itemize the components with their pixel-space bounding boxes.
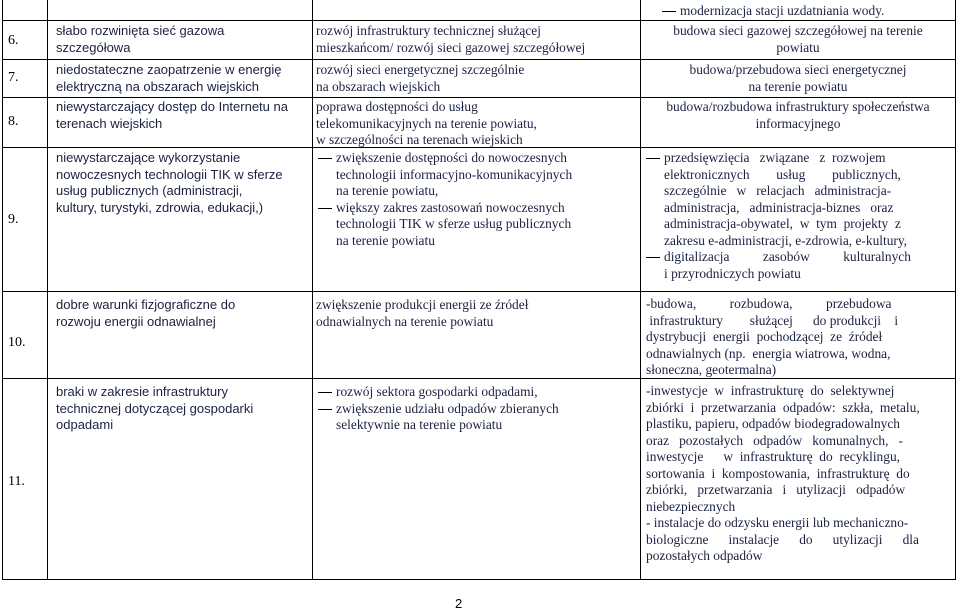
problem-cell: niewystarczające wykorzystanie nowoczesnych technologii TIK w sferze usług publicznych (administracji, kultury, turystyki, zdrowia, edukacji,) xyxy=(56,150,283,215)
previous-row-fragment: modernizacja stacji uzdatniania wody. xyxy=(660,3,955,20)
goal-cell xyxy=(316,150,638,249)
problem-cell: dobre warunki fizjograficzne do rozwoju energii odnawialnej xyxy=(56,297,236,329)
goal-cell: poprawa dostępności do usług telekomunikacyjnych na terenie powiatu, w szczególności na terenach wiejskich xyxy=(316,99,537,147)
dash-bullet xyxy=(316,200,336,250)
dash-bullet xyxy=(316,150,336,200)
row-number: 10. xyxy=(8,335,26,350)
dash-bullet xyxy=(660,3,680,20)
goal-cell: rozwój sieci energetycznej szczególnie na obszarach wiejskich xyxy=(316,62,525,94)
row-number: 7. xyxy=(8,70,19,85)
actions-cell: budowa/rozbudowa infrastruktury społeczeństwa informacyjnego xyxy=(666,99,930,131)
actions-cell: -inwestycje w infrastrukturę do selektywnej zbiórki i przetwarzania odpadów: szkła, metalu, plastiku, papieru, odpadów biodegradowalnych oraz pozostałych odpadów komunalnych, - inwestycje w infrastrukturę do recyklingu, sortowania i kompostowania, infrastrukturę do zbiórki, przetwarzania i utylizacji odpadów niebezpiecznych - instalacje do odzysku energii lub mechaniczno- biologiczne instalacje do utylizacji dla pozostałych odpadów xyxy=(646,383,920,563)
row-number: 8. xyxy=(8,114,19,129)
goal-cell xyxy=(316,384,638,434)
row-number: 9. xyxy=(8,212,19,227)
actions-cell: -budowa, rozbudowa, przebudowa infrastruktury służącej do produkcji i dystrybucji energii pochodzącej ze źródeł odnawialnych (np. energia wiatrowa, wodna, słoneczna, geotermalna) xyxy=(646,296,899,377)
goal-bullet-item: zwiększenie dostępności do nowoczesnych technologii informacyjno-komunikacyjnych na terenie powiatu, xyxy=(316,150,638,200)
goal-bullet-item: większy zakres zastosowań nowoczesnych technologii TIK w sferze usług publicznych na terenie powiatu xyxy=(316,200,638,250)
action-bullet-item: przedsięwzięcia związane z rozwojem elektronicznych usług publicznych, szczególnie w relacjach administracja- administracja, administracja-biznes oraz administracja-obywatel, w tym projekty z zakresu e-administracji, e-zdrowia, e-kultury, xyxy=(644,150,954,249)
goal-cell: zwiększenie produkcji energii ze źródeł odnawialnych na terenie powiatu xyxy=(316,297,529,329)
actions-cell: budowa sieci gazowej szczegółowej na terenie powiatu xyxy=(673,23,923,55)
dash-bullet xyxy=(316,384,336,401)
row-number: 6. xyxy=(8,33,19,48)
actions-cell: budowa/przebudowa sieci energetycznej na terenie powiatu xyxy=(689,62,907,94)
problem-cell: niedostateczne zaopatrzenie w energię elektryczną na obszarach wiejskich xyxy=(56,62,282,94)
dash-bullet xyxy=(644,249,664,282)
page-number: 2 xyxy=(455,596,463,611)
dash-bullet xyxy=(316,401,336,434)
goal-cell: rozwój infrastruktury technicznej służącej mieszkańcom/ rozwój sieci gazowej szczegółowej xyxy=(316,23,586,55)
actions-cell xyxy=(644,150,954,282)
problem-cell: braki w zakresie infrastruktury technicznej dotyczącej gospodarki odpadami xyxy=(56,384,254,432)
problem-cell: słabo rozwinięta sieć gazowa szczegółowa xyxy=(56,23,225,55)
row-number: 11. xyxy=(8,474,25,489)
problem-cell: niewystarczający dostęp do Internetu na terenach wiejskich xyxy=(56,99,288,131)
dash-bullet xyxy=(644,150,664,249)
goal-bullet-item: zwiększenie udziału odpadów zbieranych selektywnie na terenie powiatu xyxy=(316,401,638,434)
action-bullet-item: digitalizacja zasobów kulturalnych i przyrodniczych powiatu xyxy=(644,249,954,282)
goal-bullet-item: rozwój sektora gospodarki odpadami, xyxy=(316,384,638,401)
